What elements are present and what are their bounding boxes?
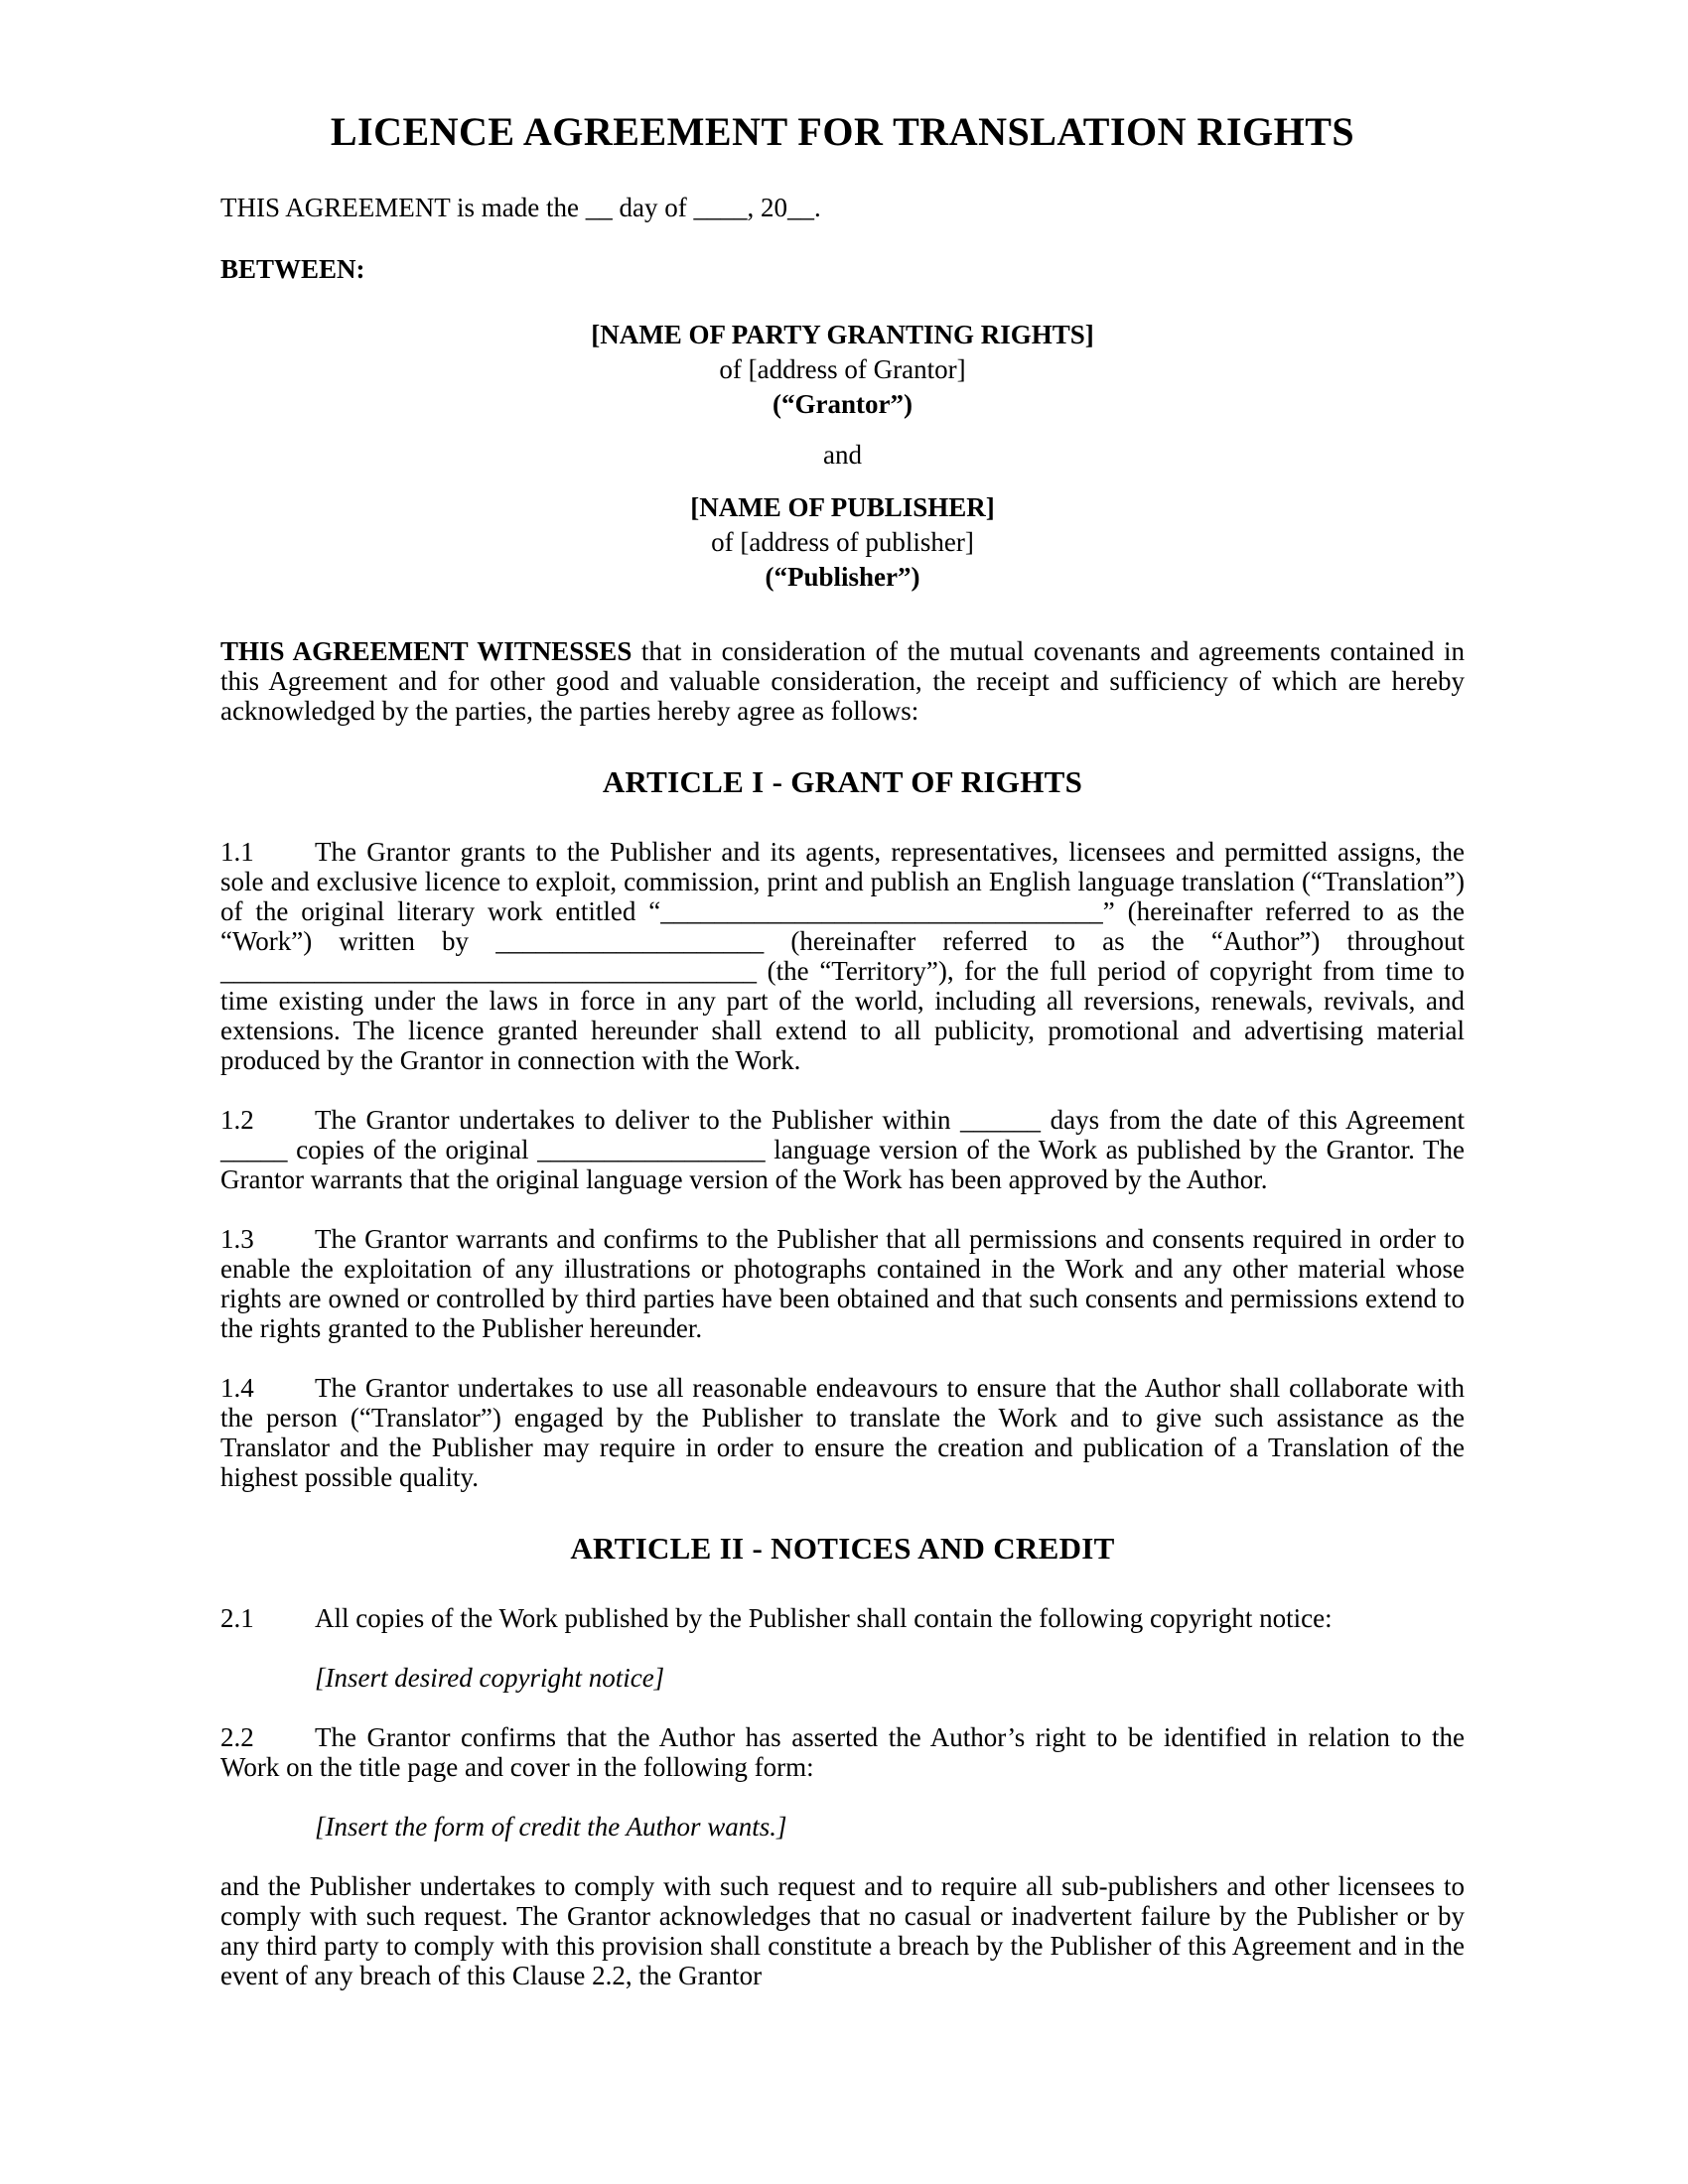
clause-number: 2.2 [220,1722,254,1752]
clause-1-4 [220,1373,1465,1492]
clause-1-3 [220,1224,1465,1343]
clause-number: 1.3 [220,1224,254,1254]
intro-line: THIS AGREEMENT is made the __ day of ____, 20__. [220,193,821,222]
clause-text: The Grantor confirms that the Author has asserted the Author’s right to be identified in relation to the Work on the title page and cover in the following form: [220,1722,1465,1782]
grantor-address: of [address of Grantor] [719,354,966,384]
closing-paragraph: and the Publisher undertakes to comply with such request and to require all sub-publishers and other licensees to comply with such request. The Grantor acknowledges that no casual or inadvertent failure by the Publisher or by any third party to comply with this provision shall constitute a breach by the Publisher of this Agreement and in the event of any breach of this Clause 2.2, the Grantor [220,1871,1465,1990]
author-credit-placeholder: [Insert the form of credit the Author wants.] [315,1812,787,1842]
clause-text: The Grantor warrants and confirms to the Publisher that all permissions and consents required in order to enable the exploitation of any illustrations or photographs contained in the Work and any other material whose rights are owned or controlled by third parties have been obtained and that such consents and permissions extend to the rights granted to the Publisher hereunder. [220,1224,1465,1343]
parties-conjunction: and [823,440,862,470]
clause-number: 1.2 [220,1105,254,1135]
clause-text: The Grantor grants to the Publisher and its agents, representatives, licensees and permitted assigns, the sole and exclusive licence to exploit, commission, print and publish an English language translation (“Translation”) of the original literary work entitled “_________________________________” (hereinafter referred to as the “Work”) written by ____________________ (hereinafter referred to as the “Author”) throughout ________________________________________ (the “Territory”), for the full period of copyright from time to time existing under the laws in force in any part of the world, including all reversions, renewals, revivals, and extensions. The licence granted hereunder shall extend to all publicity, promotional and advertising material produced by the Grantor in connection with the Work. [220,837,1465,1075]
witnesses-paragraph [220,636,1465,726]
document-title: LICENCE AGREEMENT FOR TRANSLATION RIGHTS [330,109,1355,154]
parties-block [220,318,1465,595]
publisher-alias: (“Publisher”) [765,562,920,592]
grantor-name: [NAME OF PARTY GRANTING RIGHTS] [591,320,1094,349]
publisher-address: of [address of publisher] [711,527,974,557]
between-label: BETWEEN: [220,254,365,284]
clause-1-1 [220,837,1465,1075]
publisher-name: [NAME OF PUBLISHER] [690,492,995,522]
witnesses-lead: THIS AGREEMENT WITNESSES [220,636,633,666]
witnesses-rest: that in consideration of the mutual covenants and agreements contained in this Agreement and for other good and valuable consideration, the receipt and sufficiency of which are hereby acknowledged by the parties, the parties hereby agree as follows: [220,636,1466,726]
clause-text: The Grantor undertakes to deliver to the Publisher within ______ days from the date of this Agreement _____ copies of the original _________________ language version of the Work as published by the Grantor. The Grantor warrants that the original language version of the Work has been approved by the Author. [220,1105,1465,1194]
grantor-alias: (“Grantor”) [773,389,913,419]
clause-2-2 [220,1722,1465,1782]
clause-text: All copies of the Work published by the Publisher shall contain the following copyright notice: [315,1603,1333,1633]
article-1-heading: ARTICLE I - GRANT OF RIGHTS [602,764,1083,799]
clause-number: 1.1 [220,837,254,867]
article-2-heading: ARTICLE II - NOTICES AND CREDIT [570,1531,1115,1566]
clause-2-1 [220,1603,1465,1633]
clause-text: The Grantor undertakes to use all reasonable endeavours to ensure that the Author shall collaborate with the person (“Translator”) engaged by the Publisher to translate the Work and to give such assistance as the Translator and the Publisher may require in order to ensure the creation and publication of a Translation of the highest possible quality. [220,1373,1465,1492]
clause-1-2 [220,1105,1465,1194]
clause-number: 2.1 [220,1603,254,1633]
copyright-notice-placeholder: [Insert desired copyright notice] [315,1663,665,1693]
clause-number: 1.4 [220,1373,254,1403]
